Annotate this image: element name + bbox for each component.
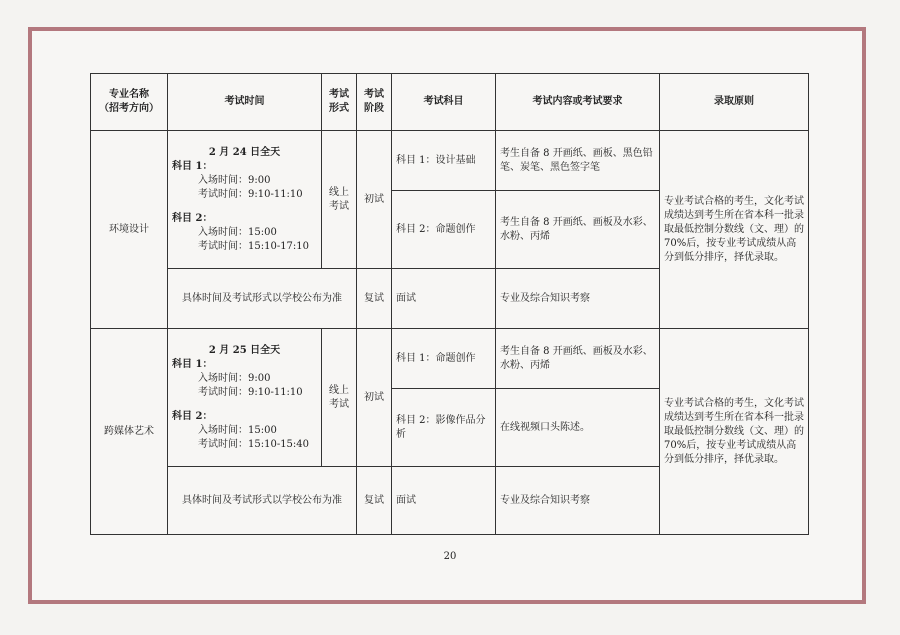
subject2-exam-time: 考试时间：15:10-17:10 [198, 240, 310, 252]
exam-time-cell [168, 329, 322, 467]
exam-requirement-cell: 考生自备 8 开画纸、画板及水彩、水粉、丙烯 [496, 191, 660, 269]
exam-form-cell: 线上 考试 [322, 329, 357, 467]
table-row [91, 329, 809, 389]
exam-time-cell [168, 131, 322, 269]
page-number: 20 [443, 551, 457, 562]
retest-stage-cell: 复试 [357, 269, 392, 329]
retest-time-cell: 具体时间及考试形式以学校公布为准 [168, 467, 357, 535]
subject1-entry-time: 入场时间：9:00 [198, 174, 271, 186]
exam-requirement-cell: 在线视频口头陈述。 [496, 389, 660, 467]
header-major: 专业名称 （招考方向） [91, 74, 168, 131]
subject1-label: 科目 1： [172, 358, 213, 370]
subject2-entry-time: 入场时间：15:00 [198, 424, 277, 436]
exam-stage-cell: 初试 [357, 329, 392, 467]
header-form: 考试 形式 [322, 74, 357, 131]
subject1-exam-time: 考试时间：9:10-11:10 [198, 386, 303, 398]
retest-subject-cell: 面试 [392, 269, 496, 329]
admission-rule-cell: 专业考试合格的考生，文化考试成绩达到考生所在省本科一批录取最低控制分数线（文、理）的 70%后，按专业考试成绩从高分到低分排序，择优录取。 [660, 329, 809, 535]
retest-subject-cell: 面试 [392, 467, 496, 535]
exam-subject-cell: 科目 2：命题创作 [392, 191, 496, 269]
header-subject: 考试科目 [392, 74, 496, 131]
subject1-label: 科目 1： [172, 160, 213, 172]
retest-time-cell: 具体时间及考试形式以学校公布为准 [168, 269, 357, 329]
table-header-row [91, 74, 809, 131]
subject2-entry-time: 入场时间：15:00 [198, 226, 277, 238]
header-time: 考试时间 [168, 74, 322, 131]
subject2-exam-time: 考试时间：15:10-15:40 [198, 438, 310, 450]
exam-form-cell: 线上 考试 [322, 131, 357, 269]
admission-rule-cell: 专业考试合格的考生，文化考试成绩达到考生所在省本科一批录取最低控制分数线（文、理）的 70%后，按专业考试成绩从高分到低分排序，择优录取。 [660, 131, 809, 329]
admission-schedule-table [90, 73, 809, 535]
exam-requirement-cell: 考生自备 8 开画纸、画板、黑色铅笔、炭笔、黑色签字笔 [496, 131, 660, 191]
header-content: 考试内容或考试要求 [496, 74, 660, 131]
exam-date: 2 月 25 日全天 [208, 344, 281, 356]
exam-stage-cell: 初试 [357, 131, 392, 269]
exam-requirement-cell: 考生自备 8 开画纸、画板及水彩、水粉、丙烯 [496, 329, 660, 389]
subject1-exam-time: 考试时间：9:10-11:10 [198, 188, 303, 200]
subject1-entry-time: 入场时间：9:00 [198, 372, 271, 384]
subject2-label: 科目 2： [172, 410, 213, 422]
subject2-label: 科目 2： [172, 212, 213, 224]
retest-stage-cell: 复试 [357, 467, 392, 535]
major-cell: 跨媒体艺术 [91, 329, 168, 535]
exam-date: 2 月 24 日全天 [208, 146, 281, 158]
major-cell: 环境设计 [91, 131, 168, 329]
header-rule: 录取原则 [660, 74, 809, 131]
exam-subject-cell: 科目 1：设计基础 [392, 131, 496, 191]
retest-requirement-cell: 专业及综合知识考察 [496, 467, 660, 535]
table-row [91, 131, 809, 191]
exam-subject-cell: 科目 2：影像作品分析 [392, 389, 496, 467]
retest-requirement-cell: 专业及综合知识考察 [496, 269, 660, 329]
header-stage: 考试 阶段 [357, 74, 392, 131]
exam-subject-cell: 科目 1：命题创作 [392, 329, 496, 389]
